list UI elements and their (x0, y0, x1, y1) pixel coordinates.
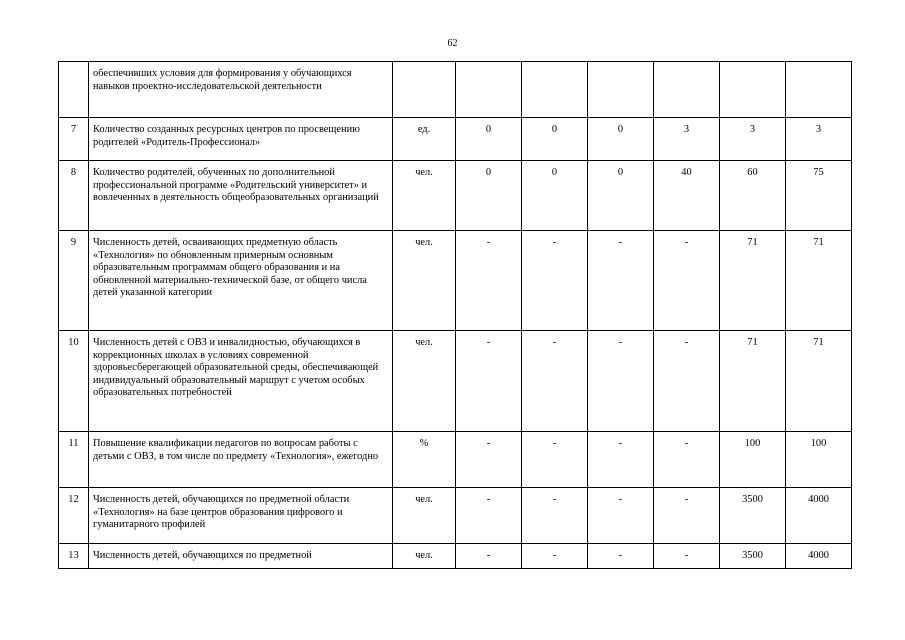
value-cell (588, 62, 654, 118)
table-row (59, 488, 852, 544)
value-cell: - (456, 231, 522, 331)
table-row (59, 161, 852, 231)
indicator-cell: Количество созданных ресурсных центров по просвещению родителей «Родитель-Профессионал» (89, 118, 393, 161)
table-row (59, 331, 852, 432)
value-cell: 3 (654, 118, 720, 161)
value-cell: - (588, 331, 654, 432)
value-cell: 0 (456, 161, 522, 231)
value-cell: 4000 (786, 544, 852, 569)
value-cell: 71 (720, 331, 786, 432)
value-cell: - (522, 544, 588, 569)
value-cell: - (522, 331, 588, 432)
value-cell: - (456, 331, 522, 432)
value-cell: - (456, 488, 522, 544)
value-cell: 4000 (786, 488, 852, 544)
indicators-table (58, 61, 852, 569)
value-cell: 3 (720, 118, 786, 161)
table-row (59, 62, 852, 118)
row-number: 10 (59, 331, 89, 432)
indicator-cell: Численность детей, обучающихся по предметной области «Технология» на базе центров образования цифрового и гуманитарного профилей (89, 488, 393, 544)
value-cell: - (522, 432, 588, 488)
value-cell: 0 (588, 161, 654, 231)
value-cell: - (522, 488, 588, 544)
indicator-cell: Повышение квалификации педагогов по вопросам работы с детьми с ОВЗ, в том числе по предмету «Технология», ежегодно (89, 432, 393, 488)
value-cell: 100 (786, 432, 852, 488)
value-cell: - (456, 432, 522, 488)
value-cell: 60 (720, 161, 786, 231)
value-cell: - (654, 544, 720, 569)
unit-cell: чел. (393, 231, 456, 331)
indicator-cell: Количество родителей, обученных по дополнительной профессиональной программе «Родительский университет» и вовлеченных в деятельность общеобразовательных организаций (89, 161, 393, 231)
row-number: 9 (59, 231, 89, 331)
value-cell: 100 (720, 432, 786, 488)
value-cell: - (654, 331, 720, 432)
value-cell: 0 (522, 161, 588, 231)
value-cell: - (588, 432, 654, 488)
value-cell: 71 (720, 231, 786, 331)
row-number (59, 62, 89, 118)
value-cell (654, 62, 720, 118)
value-cell: 75 (786, 161, 852, 231)
table-row (59, 118, 852, 161)
value-cell (456, 62, 522, 118)
unit-cell: чел. (393, 331, 456, 432)
value-cell: 40 (654, 161, 720, 231)
value-cell: 0 (522, 118, 588, 161)
value-cell: 3500 (720, 488, 786, 544)
indicator-cell: обеспечивших условия для формирования у обучающихся навыков проектно-исследовательской деятельности (89, 62, 393, 118)
row-number: 12 (59, 488, 89, 544)
value-cell (786, 62, 852, 118)
value-cell: 0 (456, 118, 522, 161)
unit-cell: чел. (393, 488, 456, 544)
value-cell: - (456, 544, 522, 569)
unit-cell: ед. (393, 118, 456, 161)
row-number: 7 (59, 118, 89, 161)
indicator-cell: Численность детей, обучающихся по предметной (89, 544, 393, 569)
value-cell: 71 (786, 331, 852, 432)
value-cell: - (588, 231, 654, 331)
value-cell: 3 (786, 118, 852, 161)
indicator-cell: Численность детей, осваивающих предметную область «Технология» по обновленным примерным основным образовательным программам общего образования и на обновленной материально-технической базе, от общего числа детей указанной категории (89, 231, 393, 331)
table-row (59, 432, 852, 488)
value-cell (522, 62, 588, 118)
unit-cell: % (393, 432, 456, 488)
table-row (59, 231, 852, 331)
value-cell: 71 (786, 231, 852, 331)
unit-cell: чел. (393, 544, 456, 569)
table-row (59, 544, 852, 569)
row-number: 8 (59, 161, 89, 231)
page-number: 62 (447, 38, 458, 49)
value-cell (720, 62, 786, 118)
value-cell: 3500 (720, 544, 786, 569)
unit-cell: чел. (393, 161, 456, 231)
row-number: 13 (59, 544, 89, 569)
value-cell: - (588, 544, 654, 569)
row-number: 11 (59, 432, 89, 488)
value-cell: - (654, 488, 720, 544)
value-cell: - (588, 488, 654, 544)
value-cell: - (654, 432, 720, 488)
unit-cell (393, 62, 456, 118)
value-cell: - (522, 231, 588, 331)
indicator-cell: Численность детей с ОВЗ и инвалидностью, обучающихся в коррекционных школах в условиях современной здоровьесберегающей образовательной среды, обеспечивающей индивидуальный образовательный маршрут с учетом особых образовательных потребностей (89, 331, 393, 432)
value-cell: - (654, 231, 720, 331)
value-cell: 0 (588, 118, 654, 161)
